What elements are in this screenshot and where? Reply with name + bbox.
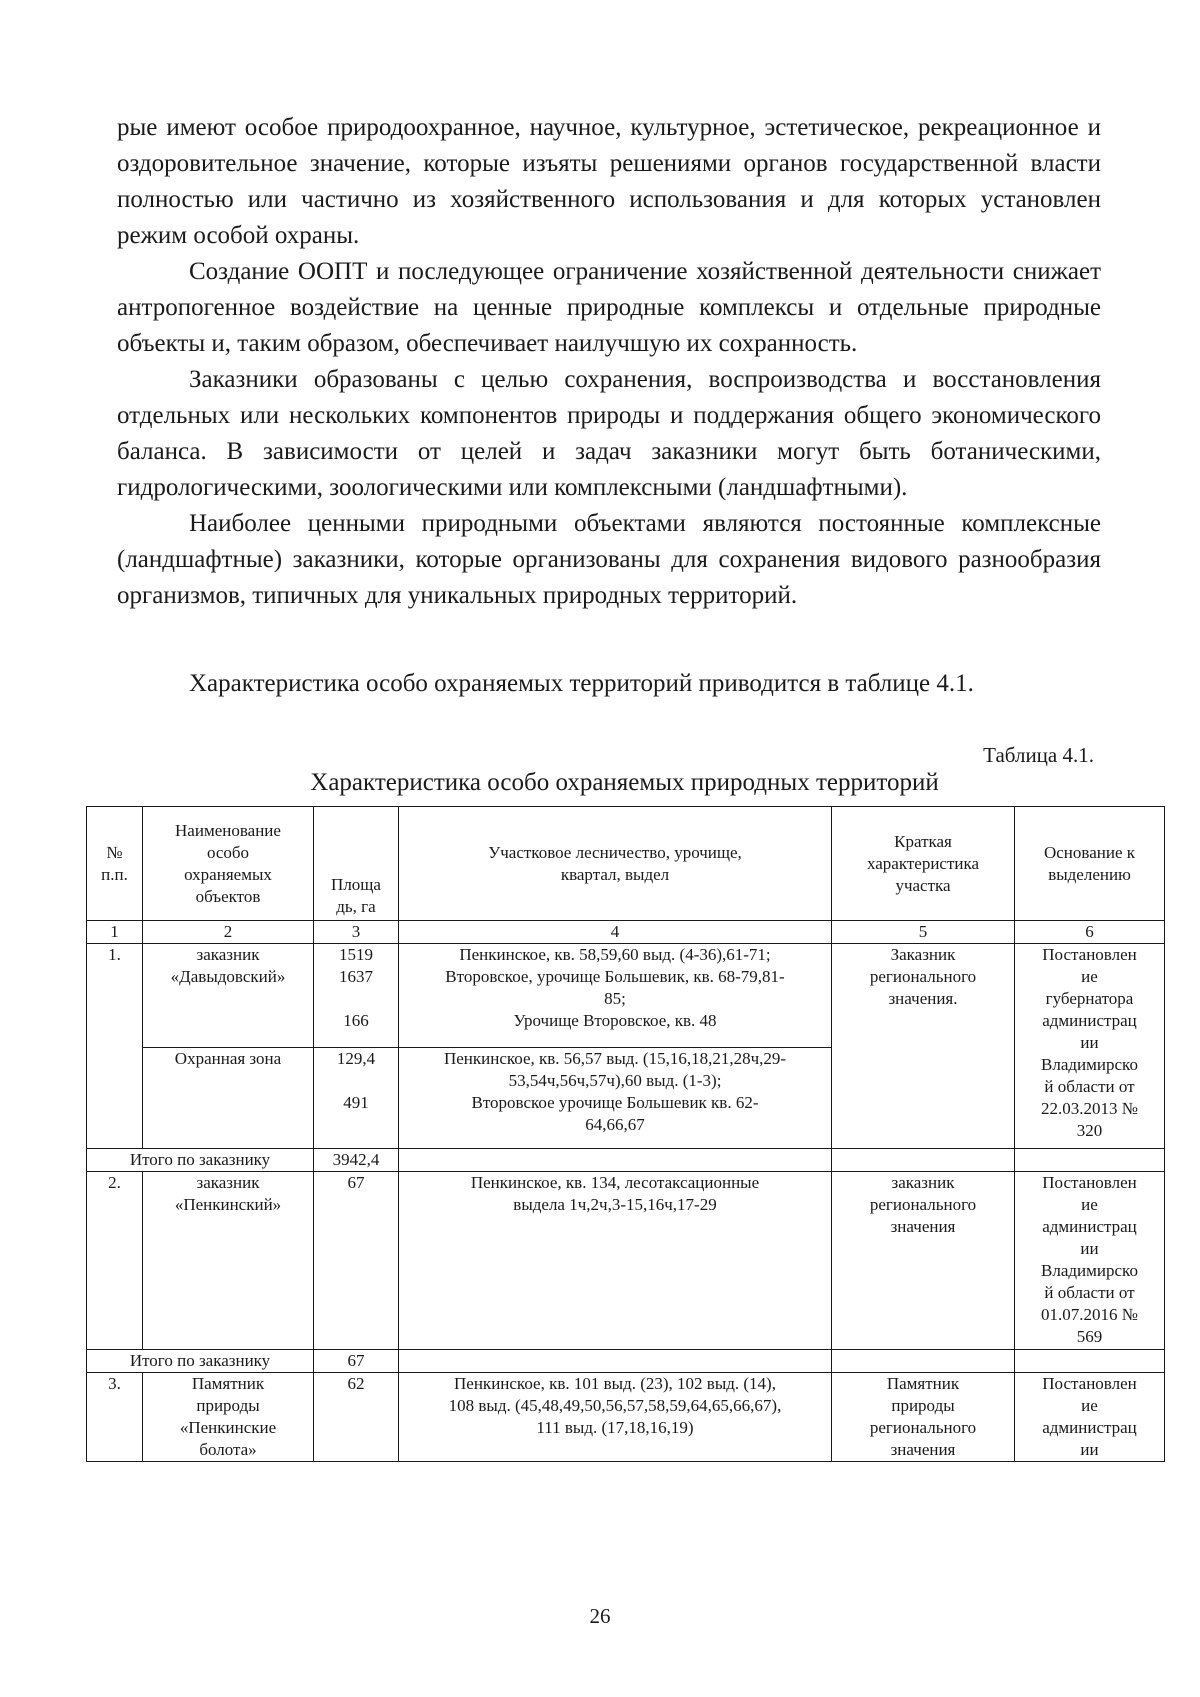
total-row — [87, 1350, 1165, 1373]
column-number: 3 — [314, 921, 399, 944]
table-title: Характеристика особо охраняемых природных территорий — [310, 769, 939, 796]
object-characteristic: Заказник регионального значения. — [832, 944, 1015, 1149]
table-caption: Таблица 4.1. — [983, 743, 1094, 767]
object-location: Пенкинское, кв. 101 выд. (23), 102 выд. (14), 108 выд. (45,48,49,50,56,57,58,59,64,65,66,67), 111 выд. (17,18,16,19) — [399, 1373, 832, 1462]
empty-cell — [399, 1350, 832, 1373]
object-basis: Постановлен ие администрац ии — [1015, 1373, 1165, 1462]
object-area: 62 — [314, 1373, 399, 1462]
total-area: 67 — [314, 1350, 399, 1373]
table-row — [87, 944, 1165, 1048]
paragraph-4: Наиболее ценными природными объектами являются постоянные комплексные (ландшафтные) заказники, которые организованы для сохранения видового разнообразия организмов, типичных для уникальных природных территорий. — [117, 510, 1101, 609]
object-location: Пенкинское, кв. 58,59,60 выд. (4-36),61-71; Второвское, урочище Большевик, кв. 68-79,81- 85; Урочище Второвское, кв. 48 — [399, 944, 832, 1048]
row-number: 1. — [87, 944, 143, 1149]
header-number: № п.п. — [87, 807, 143, 921]
object-name: Охранная зона — [143, 1048, 314, 1149]
header-location: Участковое лесничество, урочище, квартал, выдел — [399, 807, 832, 921]
empty-cell — [1015, 1350, 1165, 1373]
paragraph-5: Характеристика особо охраняемых территорий приводится в таблице 4.1. — [189, 670, 974, 697]
paragraph-1: рые имеют особое природоохранное, научное, культурное, эстетическое, рекреационное и оздоровительное значение, которые изъяты решениями органов государственной власти полностью или частично из хозяйственного использования и для которых установлен режим особой охраны. — [117, 114, 1101, 249]
object-location: Пенкинское, кв. 56,57 выд. (15,16,18,21,28ч,29- 53,54ч,56ч,57ч),60 выд. (1-3); Второвское урочище Большевик кв. 62- 64,66,67 — [399, 1048, 832, 1149]
page-number: 26 — [589, 1604, 611, 1628]
object-name: заказник «Пенкинский» — [143, 1172, 314, 1350]
oopt-table — [86, 806, 1165, 1462]
body-text-last — [117, 666, 1101, 702]
column-number: 2 — [143, 921, 314, 944]
empty-cell — [832, 1149, 1015, 1172]
table-row — [87, 1172, 1165, 1350]
empty-cell — [832, 1350, 1015, 1373]
table-row — [87, 1373, 1165, 1462]
empty-cell — [399, 1149, 832, 1172]
row-number: 2. — [87, 1172, 143, 1350]
object-basis: Постановлен ие губернатора администрац ии Владимирско й области от 22.03.2013 № 320 — [1015, 944, 1165, 1149]
header-characteristic: Краткая характеристика участка — [832, 807, 1015, 921]
object-area: 129,4 491 — [314, 1048, 399, 1149]
total-label: Итого по заказнику — [87, 1149, 314, 1172]
row-number: 3. — [87, 1373, 143, 1462]
paragraph-2: Создание ООПТ и последующее ограничение хозяйственной деятельности снижает антропогенное воздействие на ценные природные комплексы и отдельные природные объекты и, таким образом, обеспечивает наилучшую их сохранность. — [117, 258, 1101, 357]
object-area: 1519 1637 166 — [314, 944, 399, 1048]
header-area: Площа дь, га — [314, 807, 399, 921]
column-number: 6 — [1015, 921, 1165, 944]
column-number: 1 — [87, 921, 143, 944]
column-number: 4 — [399, 921, 832, 944]
column-number-row — [87, 921, 1165, 944]
object-name: Памятник природы «Пенкинские болота» — [143, 1373, 314, 1462]
total-row — [87, 1149, 1165, 1172]
object-characteristic: заказник регионального значения — [832, 1172, 1015, 1350]
header-row — [87, 807, 1165, 921]
total-label: Итого по заказнику — [87, 1350, 314, 1373]
header-name: Наименование особо охраняемых объектов — [143, 807, 314, 921]
empty-cell — [1015, 1149, 1165, 1172]
body-text-top — [117, 110, 1101, 614]
paragraph-3: Заказники образованы с целью сохранения, воспроизводства и восстановления отдельных или нескольких компонентов природы и поддержания общего экономического баланса. В зависимости от целей и задач заказники могут быть ботаническими, гидрологическими, зоологическими или комплексными (ландшафтными). — [117, 366, 1101, 501]
object-area: 67 — [314, 1172, 399, 1350]
header-basis: Основание к выделению — [1015, 807, 1165, 921]
object-basis: Постановлен ие администрац ии Владимирско й области от 01.07.2016 № 569 — [1015, 1172, 1165, 1350]
object-name: заказник «Давыдовский» — [143, 944, 314, 1048]
object-characteristic: Памятник природы регионального значения — [832, 1373, 1015, 1462]
total-area: 3942,4 — [314, 1149, 399, 1172]
object-location: Пенкинское, кв. 134, лесотаксационные выдела 1ч,2ч,3-15,16ч,17-29 — [399, 1172, 832, 1350]
column-number: 5 — [832, 921, 1015, 944]
